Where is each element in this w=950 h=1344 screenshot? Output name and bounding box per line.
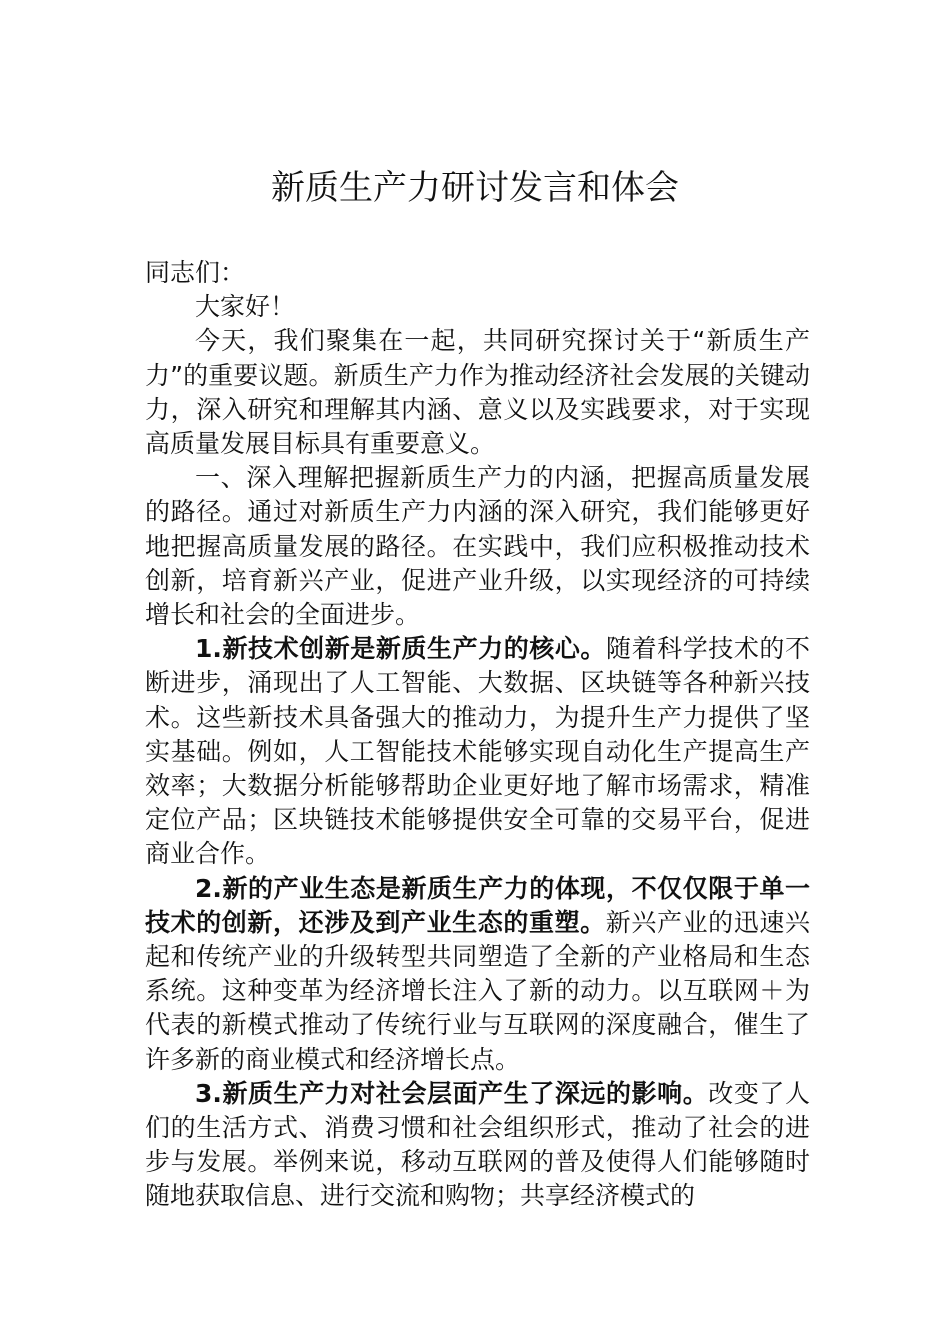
- paragraph-point-2: [145, 872, 810, 1077]
- paragraph-lead: 1.新技术创新是新质生产力的核心。: [195, 634, 606, 664]
- document-body: [145, 256, 810, 1214]
- paragraph-text: 一、深入理解把握新质生产力的内涵，把握高质量发展的路径。通过对新质生产力内涵的深入研究，我们能够更好地把握高质量发展的路径。在实践中，我们应积极推动技术创新，培育新兴产业，促进产业升级，以实现经济的可持续增长和社会的全面进步。: [145, 463, 810, 630]
- paragraph-text: 新兴产业的迅速兴起和传统产业的升级转型共同塑造了全新的产业格局和生态系统。这种变革为经济增长注入了新的动力。以互联网＋为代表的新模式推动了传统行业与互联网的深度融合，催生了许多新的商业模式和经济增长点。: [145, 907, 810, 1074]
- paragraph-lead: 3.新质生产力对社会层面产生了深远的影响。: [195, 1078, 709, 1108]
- paragraph-text: 随着科学技术的不断进步，涌现出了人工智能、大数据、区块链等各种新兴技术。这些新技术具备强大的推动力，为提升生产力提供了坚实基础。例如，人工智能技术能够实现自动化生产提高生产效率；大数据分析能够帮助企业更好地了解市场需求，精准定位产品；区块链技术能够提供安全可靠的交易平台，促进商业合作。: [145, 634, 810, 869]
- paragraph-text: 今天，我们聚集在一起，共同研究探讨关于“新质生产力”的重要议题。新质生产力作为推动经济社会发展的关键动力，深入研究和理解其内涵、意义以及实践要求，对于实现高质量发展目标具有重要意义。: [145, 326, 810, 459]
- paragraph-intro: [145, 324, 810, 461]
- salutation: 同志们：: [145, 258, 246, 287]
- paragraph-point-1: [145, 632, 810, 871]
- paragraph-section-one: [145, 461, 810, 632]
- paragraph-lead: 2.新的产业生态是新质生产力的体现，不仅仅限于单一技术的创新，还涉及到产业生态的重塑。: [145, 873, 810, 937]
- document-title: 新质生产力研讨发言和体会: [271, 168, 679, 208]
- greeting: 大家好！: [195, 292, 296, 322]
- paragraph-text: 改变了人们的生活方式、消费习惯和社会组织形式，推动了社会的进步与发展。举例来说，移动互联网的普及使得人们能够随时随地获取信息、进行交流和购物；共享经济模式的: [145, 1078, 810, 1211]
- paragraph-point-3: [145, 1077, 810, 1214]
